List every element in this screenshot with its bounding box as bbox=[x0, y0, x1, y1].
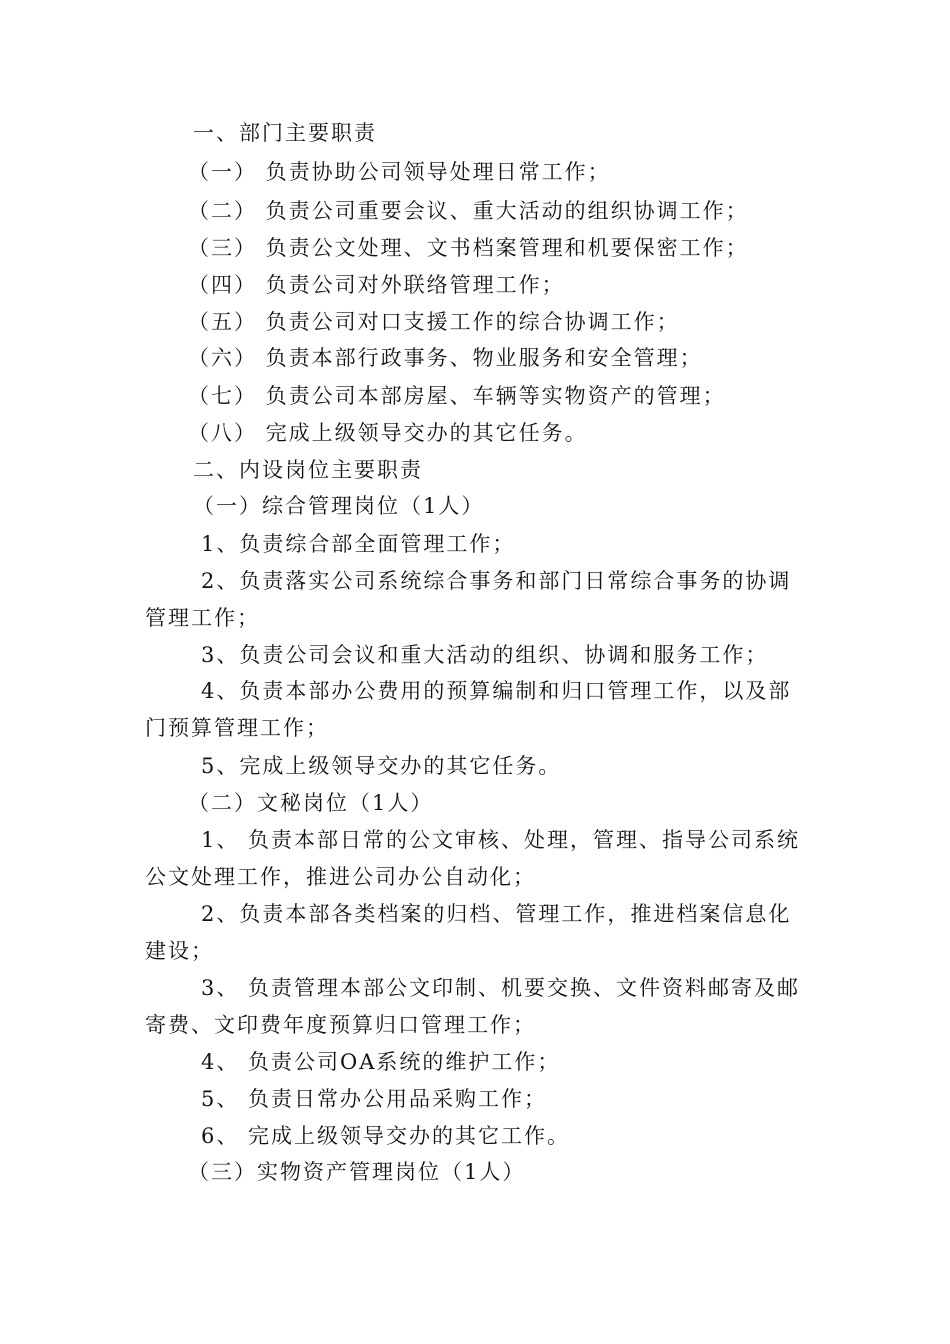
duty-item-1: （一） 负责协助公司领导处理日常工作； bbox=[188, 160, 611, 184]
duty-item-8: （八） 完成上级领导交办的其它任务。 bbox=[188, 421, 588, 445]
duty-item-2: （二） 负责公司重要会议、重大活动的组织协调工作； bbox=[188, 199, 749, 223]
position-2-item-6: 6、 完成上级领导交办的其它工作。 bbox=[201, 1124, 571, 1148]
section-heading-1: 一、部门主要职责 bbox=[193, 121, 377, 145]
position-2-item-5: 5、 负责日常办公用品采购工作； bbox=[201, 1087, 548, 1111]
position-2-item-2: 2、负责本部各类档案的归档、管理工作，推进档案信息化 bbox=[201, 902, 792, 926]
duty-item-6: （六） 负责本部行政事务、物业服务和安全管理； bbox=[188, 346, 703, 370]
position-heading-2: （二）文秘岗位（1人） bbox=[188, 791, 434, 815]
position-2-item-3: 3、 负责管理本部公文印制、机要交换、文件资料邮寄及邮 bbox=[201, 976, 801, 1000]
position-2-item-2-cont: 建设； bbox=[145, 939, 214, 963]
section-heading-2: 二、内设岗位主要职责 bbox=[193, 458, 423, 482]
position-2-item-3-cont: 寄费、文印费年度预算归口管理工作； bbox=[145, 1013, 536, 1037]
position-2-item-1-cont: 公文处理工作，推进公司办公自动化； bbox=[145, 865, 536, 889]
position-1-item-1: 1、负责综合部全面管理工作； bbox=[201, 532, 516, 556]
duty-item-4: （四） 负责公司对外联络管理工作； bbox=[188, 273, 565, 297]
duty-item-5: （五） 负责公司对口支援工作的综合协调工作； bbox=[188, 310, 680, 334]
duty-item-7: （七） 负责公司本部房屋、车辆等实物资产的管理； bbox=[188, 384, 726, 408]
position-heading-3: （三）实物资产管理岗位（1人） bbox=[188, 1160, 526, 1184]
position-1-item-2: 2、负责落实公司系统综合事务和部门日常综合事务的协调 bbox=[201, 569, 792, 593]
position-1-item-5: 5、完成上级领导交办的其它任务。 bbox=[201, 754, 562, 778]
position-1-item-4-cont: 门预算管理工作； bbox=[145, 716, 329, 740]
position-2-item-4: 4、 负责公司OA系统的维护工作； bbox=[201, 1050, 561, 1074]
duty-item-3: （三） 负责公文处理、文书档案管理和机要保密工作； bbox=[188, 236, 749, 260]
position-2-item-1: 1、 负责本部日常的公文审核、处理，管理、指导公司系统 bbox=[201, 828, 801, 852]
position-heading-1: （一）综合管理岗位（1人） bbox=[193, 494, 485, 518]
position-1-item-4: 4、负责本部办公费用的预算编制和归口管理工作，以及部 bbox=[201, 679, 792, 703]
position-1-item-3: 3、负责公司会议和重大活动的组织、协调和服务工作； bbox=[201, 643, 769, 667]
position-1-item-2-cont: 管理工作； bbox=[145, 606, 260, 630]
